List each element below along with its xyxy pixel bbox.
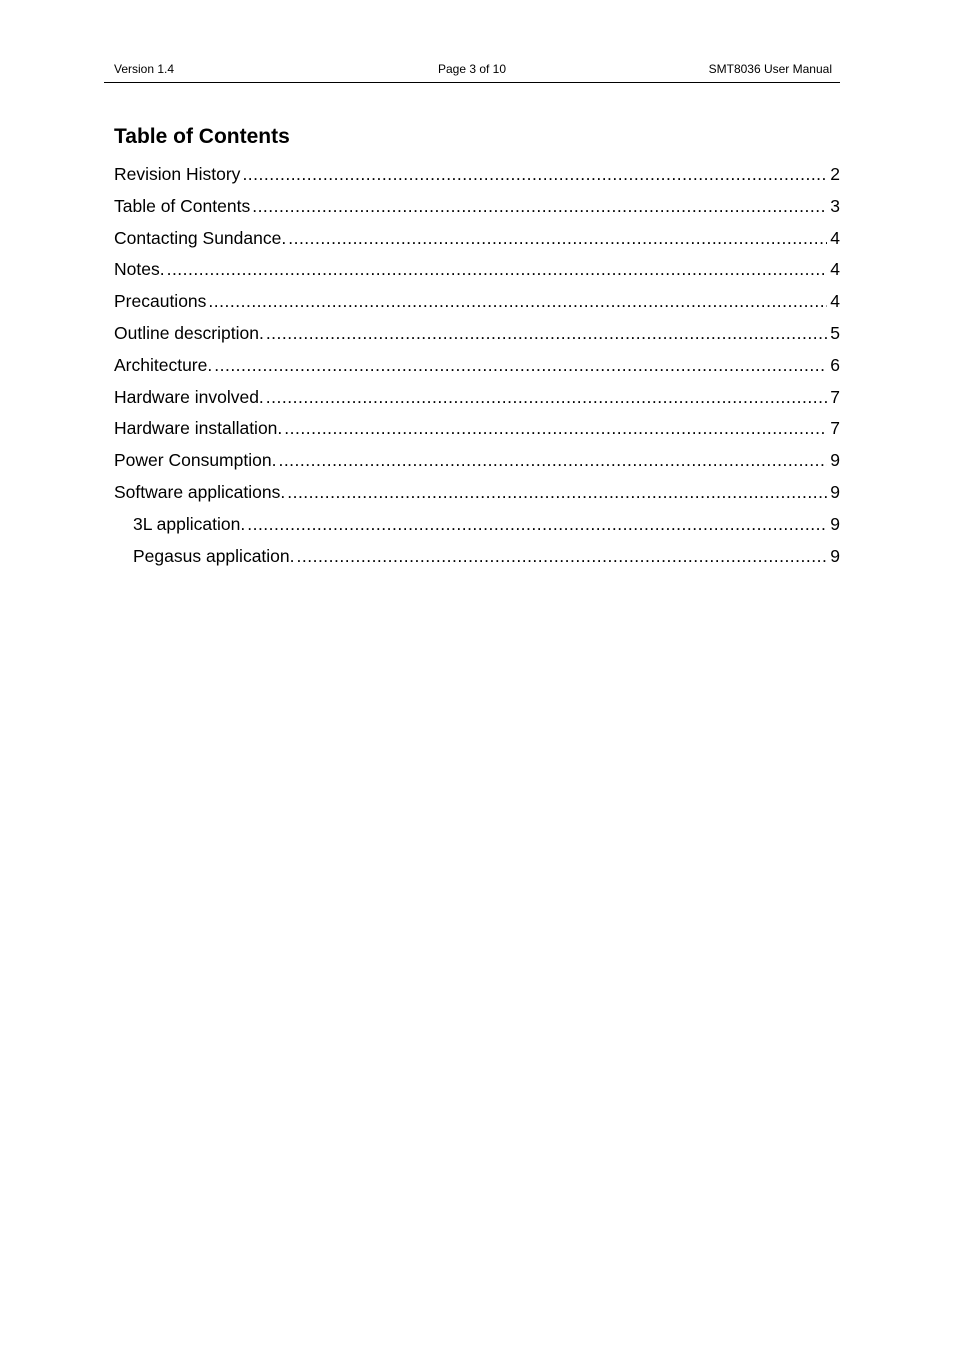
toc-entry-page: 9 — [830, 450, 840, 471]
toc-entry-page: 7 — [830, 418, 840, 439]
toc-dot-leader — [214, 351, 827, 379]
toc-entry-page: 4 — [830, 227, 840, 248]
toc-dot-leader — [266, 383, 827, 411]
toc-dot-leader — [252, 192, 827, 220]
toc-entry-label: Contacting Sundance. — [114, 227, 287, 248]
toc-entry-hardware-involved[interactable] — [114, 383, 840, 415]
toc-entry-label: Power Consumption. — [114, 450, 277, 471]
toc-entry-page: 9 — [830, 545, 840, 566]
toc-entry-page: 2 — [830, 164, 840, 184]
toc-entry-page: 4 — [830, 291, 840, 312]
toc-entry-precautions[interactable] — [114, 287, 840, 319]
toc-entry-page: 6 — [830, 354, 840, 375]
toc-entry-label: Notes. — [114, 259, 165, 280]
toc-dot-leader — [247, 510, 827, 538]
toc-entry-label: 3L application. — [133, 513, 246, 534]
page-header — [104, 61, 840, 83]
toc-entry-notes[interactable] — [114, 255, 840, 287]
toc-entry-hardware-installation[interactable] — [114, 414, 840, 446]
toc-entry-page: 7 — [830, 386, 840, 407]
toc-title: Table of Contents — [114, 125, 290, 148]
toc-dot-leader — [167, 255, 828, 283]
toc-entry-label: Table of Contents — [114, 195, 251, 216]
toc-dot-leader — [284, 414, 827, 442]
toc-entry-label: Hardware involved. — [114, 386, 264, 407]
toc-entry-software-applications[interactable] — [114, 478, 840, 510]
header-document-title: SMT8036 User Manual — [708, 62, 832, 76]
toc-dot-leader — [278, 446, 827, 474]
toc-entry-label: Software applications. — [114, 481, 286, 502]
toc-dot-leader — [297, 542, 828, 570]
toc-entry-3l-application[interactable] — [114, 510, 840, 542]
toc-dot-leader — [242, 160, 827, 188]
toc-entry-outline-description[interactable] — [114, 319, 840, 351]
toc-entry-label: Revision History — [114, 164, 241, 184]
toc-dot-leader — [287, 478, 827, 506]
toc-entry-label: Precautions — [114, 291, 207, 312]
header-page-number: Page 3 of 10 — [437, 62, 507, 76]
toc-entry-table-of-contents[interactable] — [114, 192, 840, 224]
toc-dot-leader — [208, 287, 827, 315]
toc-dot-leader — [288, 224, 827, 252]
toc-entry-page: 9 — [830, 481, 840, 502]
toc-entry-page: 5 — [830, 322, 840, 343]
toc-entry-contacting-sundance[interactable] — [114, 224, 840, 256]
toc-entry-label: Pegasus application. — [133, 545, 295, 566]
toc-entry-pegasus-application[interactable] — [114, 542, 840, 574]
toc-entry-label: Hardware installation. — [114, 418, 283, 439]
toc-dot-leader — [266, 319, 827, 347]
toc-list — [114, 160, 840, 573]
toc-entry-page: 9 — [830, 513, 840, 534]
toc-entry-page: 4 — [830, 259, 840, 280]
header-version: Version 1.4 — [114, 62, 175, 76]
toc-entry-architecture[interactable] — [114, 351, 840, 383]
toc-entry-label: Architecture. — [114, 354, 213, 375]
toc-entry-label: Outline description. — [114, 322, 264, 343]
toc-entry-revision-history[interactable] — [114, 160, 840, 192]
toc-entry-power-consumption[interactable] — [114, 446, 840, 478]
toc-entry-page: 3 — [830, 195, 840, 216]
